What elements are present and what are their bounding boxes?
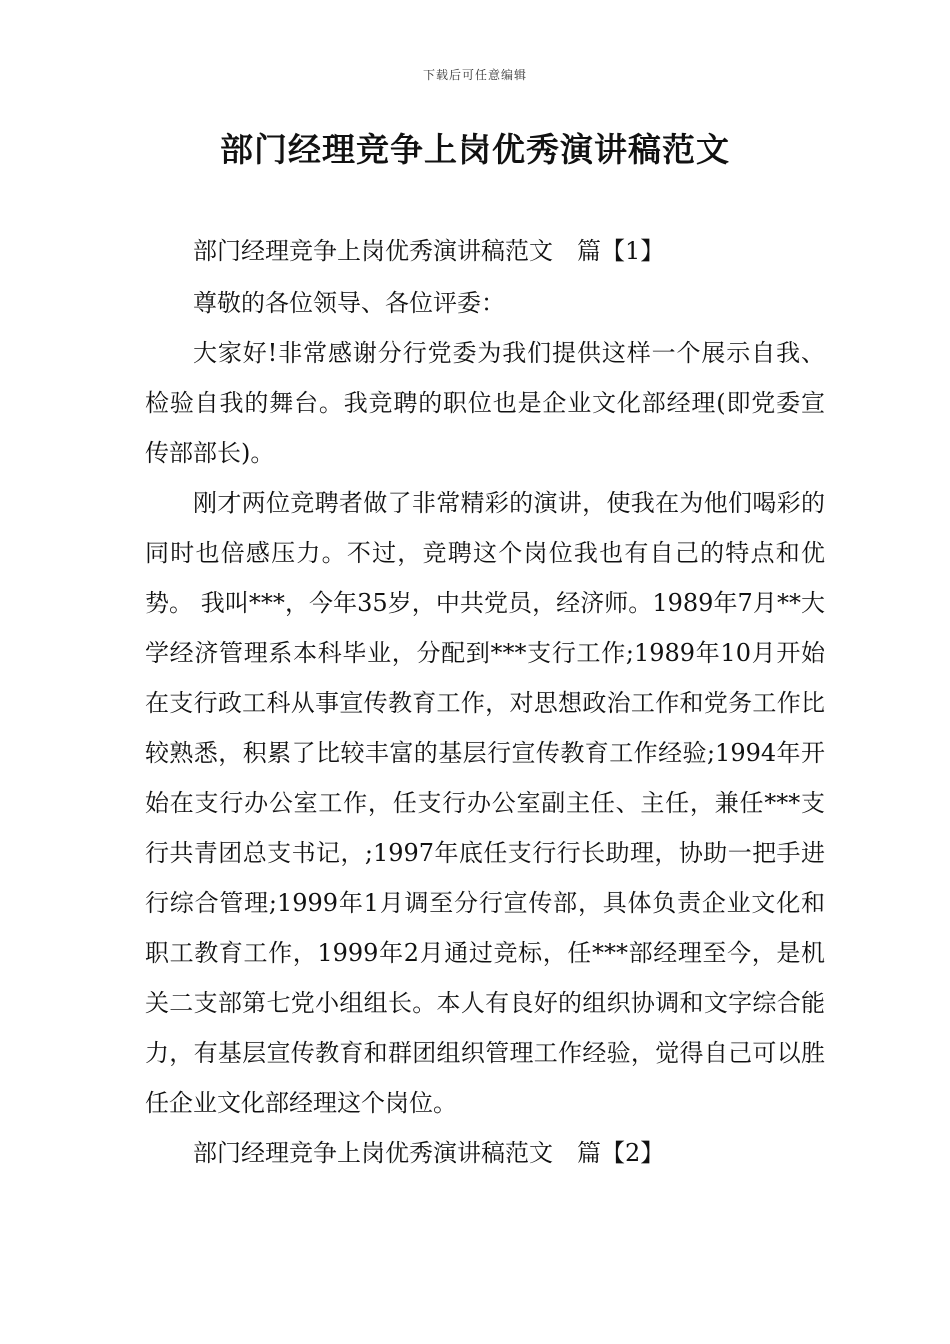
document-body	[145, 226, 825, 1180]
paragraph-2: 刚才两位竞聘者做了非常精彩的演讲，使我在为他们喝彩的同时也倍感压力。不过，竞聘这个岗位我也有自己的特点和优势。 我叫***，今年35岁，中共党员，经济师。1989年7月**大学经济管理系本科毕业，分配到***支行工作;1989年10月开始在支行政工科从事宣传教育工作，对思想政治工作和党务工作比较熟悉，积累了比较丰富的基层行宣传教育工作经验;1994年开始在支行办公室工作，任支行办公室副主任、主任，兼任***支行共青团总支书记，;1997年底任支行行长助理，协助一把手进行综合管理;1999年1月调至分行宣传部，具体负责企业文化和职工教育工作，1999年2月通过竞标，任***部经理至今，是机关二支部第七党小组组长。本人有良好的组织协调和文字综合能力，有基层宣传教育和群团组织管理工作经验，觉得自己可以胜任企业文化部经理这个岗位。	[145, 489, 825, 1117]
header-note: 下载后可任意编辑	[422, 68, 527, 82]
section-heading-1: 部门经理竞争上岗优秀演讲稿范文 篇【1】	[193, 237, 665, 265]
document-title: 部门经理竞争上岗优秀演讲稿范文	[220, 130, 730, 169]
section-heading-2: 部门经理竞争上岗优秀演讲稿范文 篇【2】	[193, 1139, 665, 1167]
greeting: 尊敬的各位领导、各位评委：	[193, 289, 505, 317]
paragraph-1: 大家好!非常感谢分行党委为我们提供这样一个展示自我、检验自我的舞台。我竞聘的职位也是企业文化部经理(即党委宣传部部长)。	[145, 339, 825, 467]
